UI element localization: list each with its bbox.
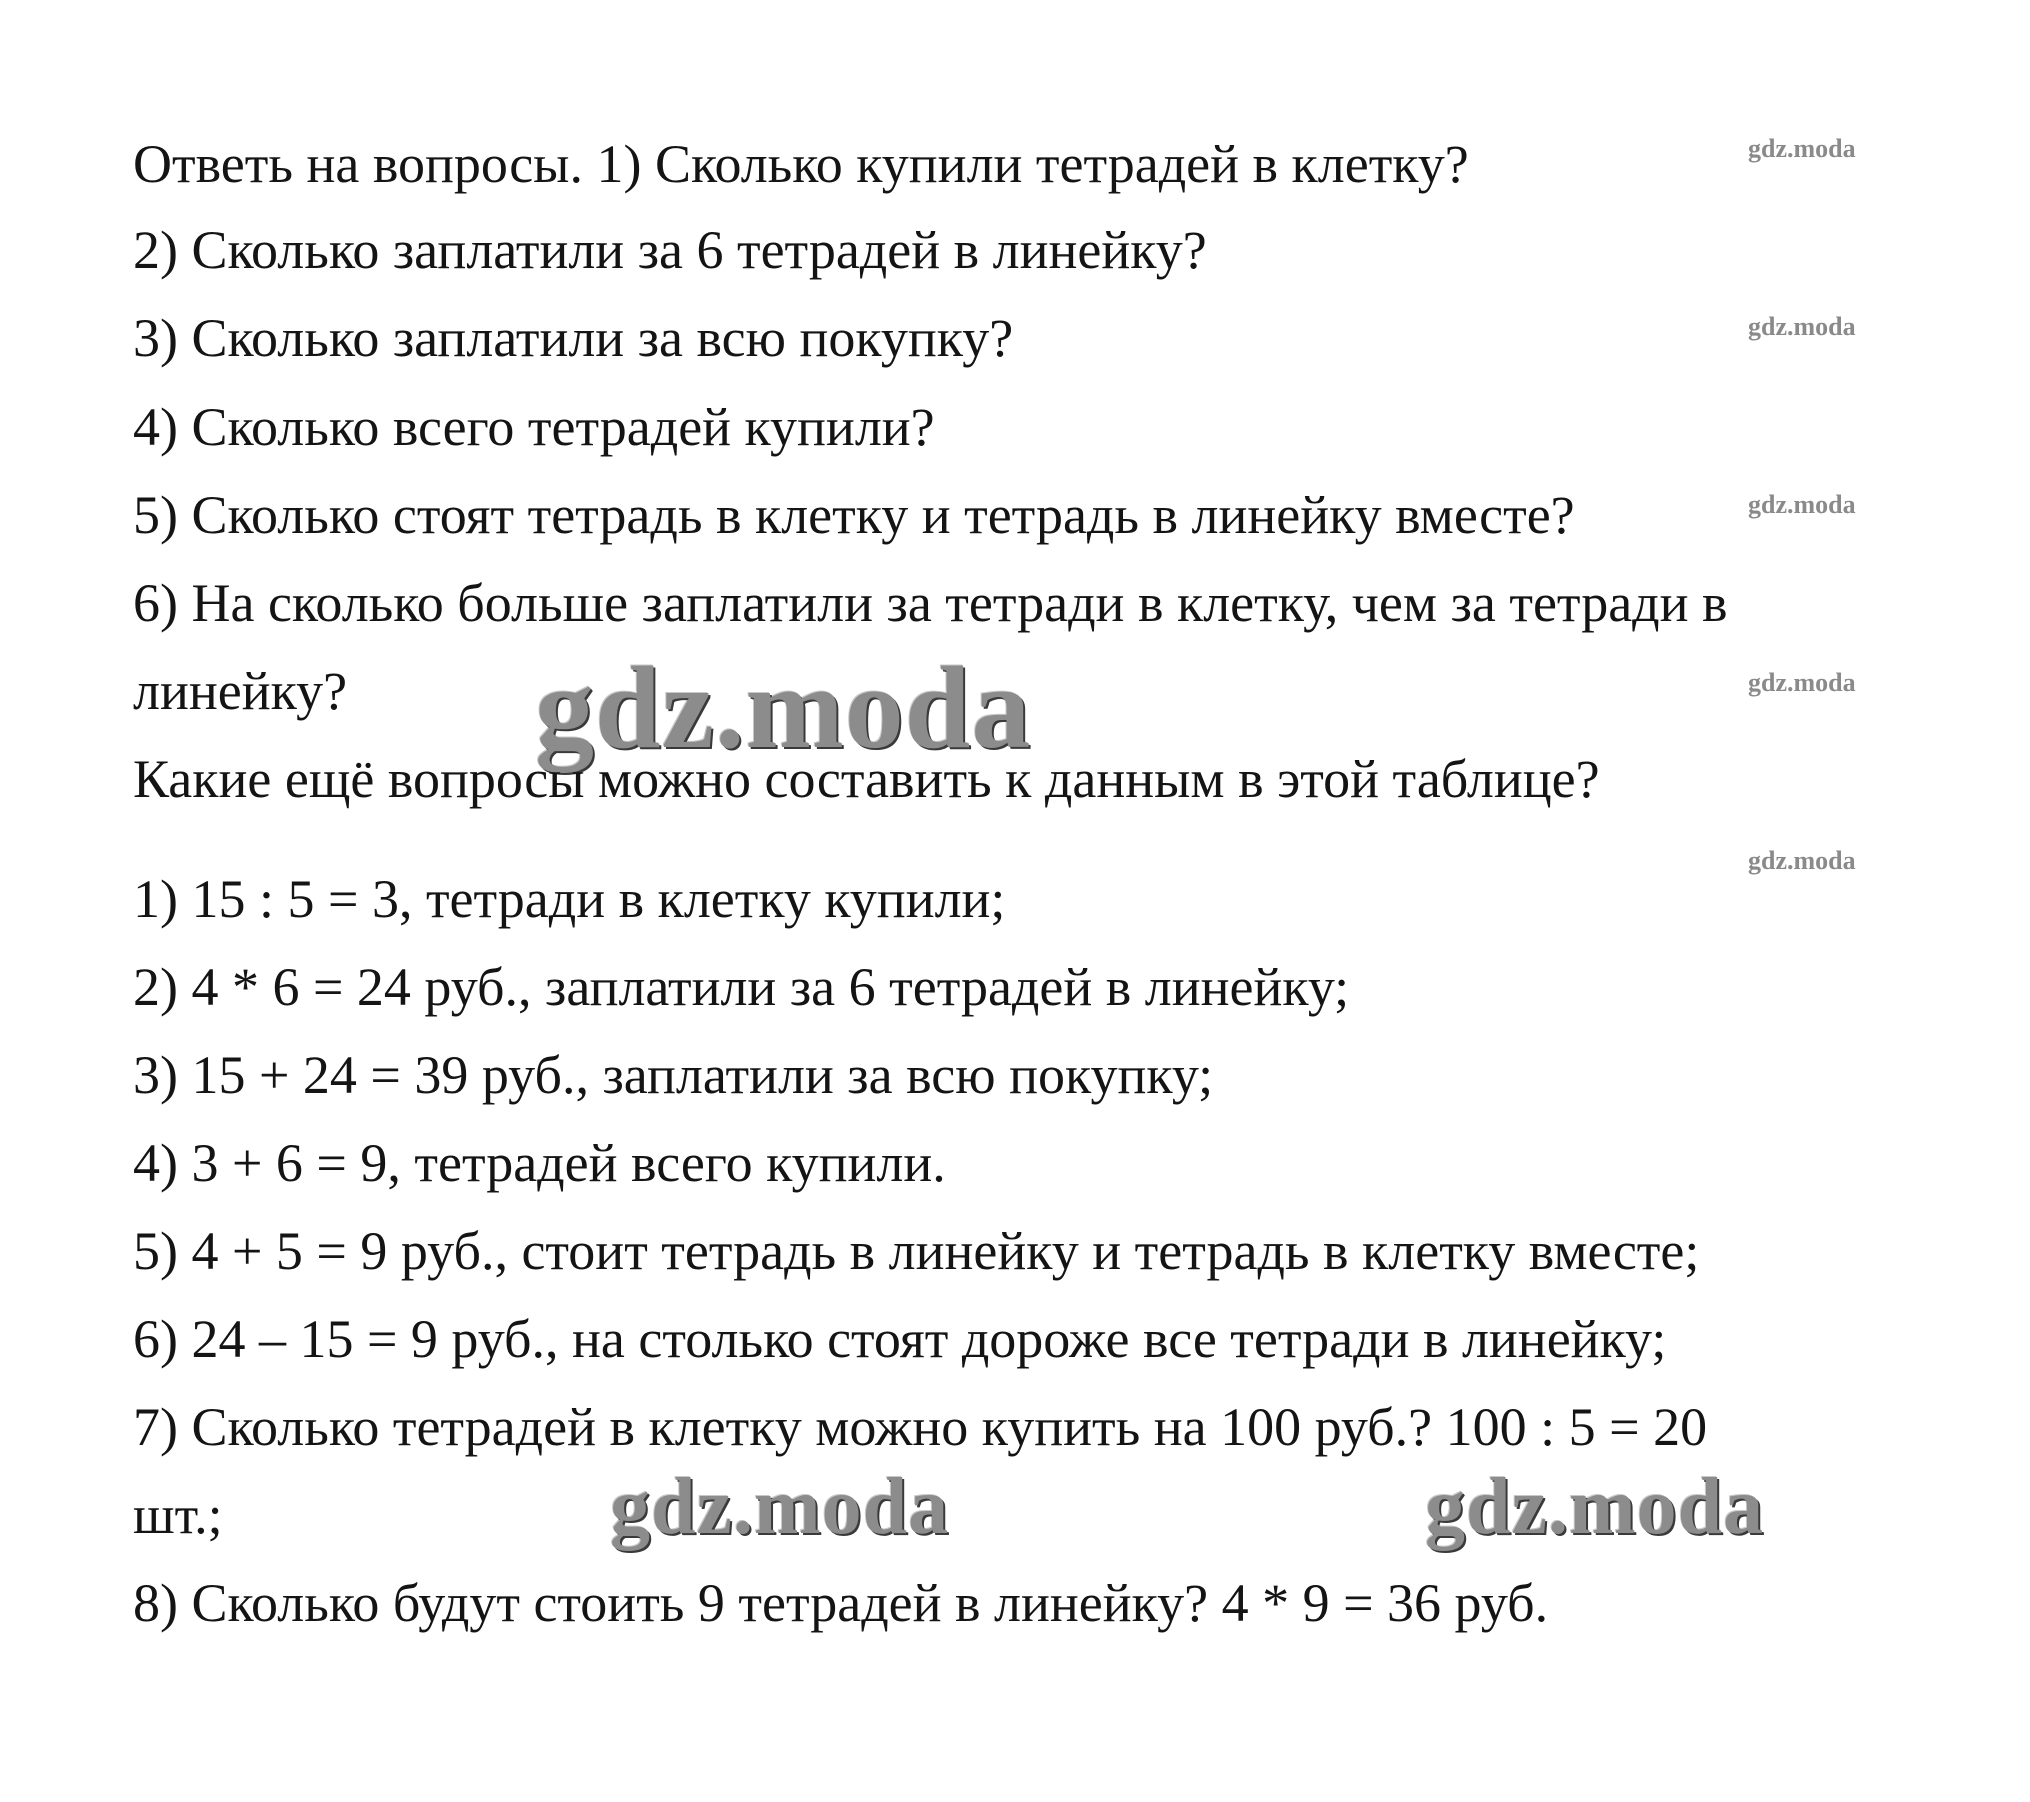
answer-line-7: 7) Сколько тетрадей в клетку можно купить на 100 руб.? 100 : 5 = 20 bbox=[133, 1397, 1708, 1457]
answer-line-7-cont: шт.; bbox=[133, 1485, 223, 1545]
answer-line-3: 3) 15 + 24 = 39 руб., заплатили за всю покупку; bbox=[133, 1045, 1214, 1105]
question-extra: Какие ещё вопросы можно составить к данным в этой таблице? bbox=[133, 749, 1600, 809]
watermark-logo-large: gdz.moda bbox=[1425, 1463, 1765, 1551]
question-line-6-cont: линейку? bbox=[133, 661, 348, 721]
watermark-logo: gdz.moda bbox=[1748, 490, 1856, 519]
watermark-logo: gdz.moda bbox=[1748, 846, 1856, 875]
question-line-6: 6) На сколько больше заплатили за тетради в клетку, чем за тетради в bbox=[133, 573, 1728, 633]
watermark-logo: gdz.moda bbox=[1748, 134, 1856, 163]
answer-line-8: 8) Сколько будут стоить 9 тетрадей в линейку? 4 * 9 = 36 руб. bbox=[133, 1573, 1549, 1633]
question-line-5: 5) Сколько стоят тетрадь в клетку и тетрадь в линейку вместе? bbox=[133, 485, 1575, 545]
question-line-1: Ответь на вопросы. 1) Сколько купили тетрадей в клетку? bbox=[133, 134, 1469, 194]
watermark-logo: gdz.moda bbox=[1748, 312, 1856, 341]
question-line-4: 4) Сколько всего тетрадей купили? bbox=[133, 397, 935, 457]
question-line-3: 3) Сколько заплатили за всю покупку? bbox=[133, 308, 1014, 368]
answer-line-5: 5) 4 + 5 = 9 руб., стоит тетрадь в линейку и тетрадь в клетку вместе; bbox=[133, 1221, 1700, 1281]
answer-line-2: 2) 4 * 6 = 24 руб., заплатили за 6 тетрадей в линейку; bbox=[133, 957, 1350, 1017]
watermark-logo-large: gdz.moda bbox=[610, 1463, 950, 1551]
watermark-logo-large: gdz.moda bbox=[535, 642, 1032, 773]
answer-line-6: 6) 24 – 15 = 9 руб., на столько стоят дороже все тетради в линейку; bbox=[133, 1309, 1667, 1369]
question-line-2: 2) Сколько заплатили за 6 тетрадей в линейку? bbox=[133, 220, 1207, 280]
answer-line-4: 4) 3 + 6 = 9, тетрадей всего купили. bbox=[133, 1133, 946, 1193]
watermark-logo: gdz.moda bbox=[1748, 668, 1856, 697]
answer-line-1: 1) 15 : 5 = 3, тетради в клетку купили; bbox=[133, 869, 1006, 929]
